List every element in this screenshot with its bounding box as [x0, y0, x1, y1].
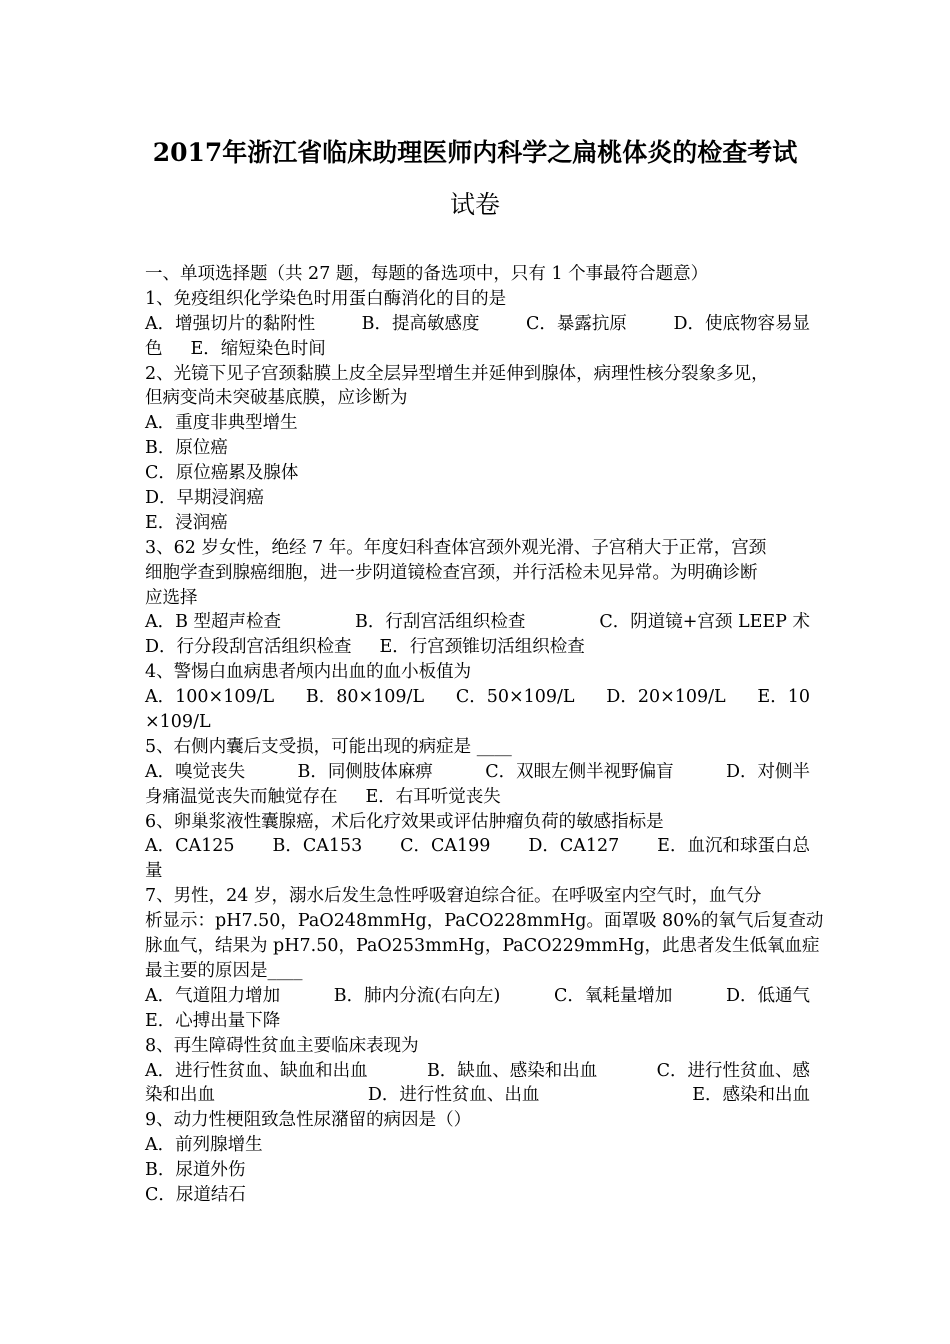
option-text: A．CA125: [145, 836, 235, 857]
question-item: [145, 536, 810, 660]
question-item: [145, 810, 810, 885]
option-text: C．氧耗量增加: [553, 985, 673, 1006]
option-text: 量: [145, 861, 163, 882]
option-text: C．阴道镜+宫颈 LEEP 术: [599, 612, 810, 633]
option-row: [145, 710, 810, 735]
question-item: [145, 362, 810, 536]
question-stem-line: 最主要的原因是____: [145, 960, 303, 981]
option-text: B．尿道外伤: [145, 1160, 246, 1181]
option-text: C．进行性贫血、感: [656, 1060, 810, 1081]
option-text: C．暴露抗原: [526, 313, 627, 334]
question-stem-line: 3、62 岁女性，绝经 7 年。年度妇科查体宫颈外观光滑、子宫稍大于正常，宫颈: [145, 537, 767, 558]
document-title-line-1: 2017年浙江省临床助理医师内科学之扁桃体炎的检查考试: [152, 138, 798, 167]
question-stem-line: 析显示：pH7.50，PaO248mmHg，PaCO228mmHg。面罩吸 80%的氧气后复查动: [145, 911, 824, 932]
option-text: D．对侧半: [725, 761, 810, 782]
option-text: D．早期浸润癌: [145, 488, 265, 509]
option-text: E．浸润癌: [145, 512, 228, 533]
question-stem-line: 8、再生障碍性贫血主要临床表现为: [145, 1035, 419, 1056]
option-text: C．50×109/L: [455, 687, 575, 708]
option-row: [145, 486, 810, 511]
option-row: [145, 436, 810, 461]
option-text: C．CA199: [400, 836, 491, 857]
option-text: B．80×109/L: [305, 687, 425, 708]
option-row: [145, 984, 810, 1009]
document-body: [145, 262, 824, 1208]
option-row: [145, 685, 810, 710]
option-row: [145, 785, 810, 810]
option-row: [145, 337, 810, 362]
question-stem-line: 7、男性，24 岁，溺水后发生急性呼吸窘迫综合征。在呼吸室内空气时，血气分: [145, 886, 762, 907]
option-row: [145, 1133, 810, 1158]
option-text: B．缺血、感染和出血: [426, 1060, 598, 1081]
option-text: C．双眼左侧半视野偏盲: [485, 761, 674, 782]
question-stem-line: 5、右侧内囊后支受损，可能出现的病症是 ____: [145, 736, 512, 757]
option-text: D．进行性贫血、出血: [367, 1085, 540, 1106]
option-text: A．进行性贫血、缺血和出血: [145, 1060, 368, 1081]
question-item: [145, 660, 810, 735]
option-text: B．原位癌: [145, 438, 228, 459]
option-text: D．20×109/L: [606, 687, 726, 708]
option-text: A．重度非典型增生: [145, 413, 298, 434]
option-text: E．心搏出量下降: [145, 1010, 281, 1031]
question-list: [145, 287, 824, 1208]
option-row: [145, 461, 810, 486]
option-text: A．B 型超声检查: [145, 612, 282, 633]
option-text: D．低通气: [725, 985, 810, 1006]
option-text: B．CA153: [272, 836, 363, 857]
question-stem-line: 但病变尚未突破基底膜，应诊断为: [145, 388, 408, 409]
option-text: E．缩短染色时间: [190, 338, 326, 359]
question-item: [145, 1034, 810, 1109]
option-text: C．原位癌累及腺体: [145, 463, 299, 484]
option-row: [145, 1083, 810, 1108]
question-stem-line: 1、免疫组织化学染色时用蛋白酶消化的目的是: [145, 288, 507, 309]
option-text: D．行分段刮宫活组织检查: [145, 637, 352, 658]
question-stem-line: 应选择: [145, 587, 198, 608]
document-title-line-2: 试卷: [449, 190, 500, 219]
option-text: B．提高敏感度: [361, 313, 480, 334]
option-text: 身痛温觉丧失而触觉存在: [145, 786, 338, 807]
section-header: 一、单项选择题（共 27 题，每题的备选项中，只有 1 个事最符合题意）: [145, 264, 709, 284]
option-text: A．嗅觉丧失: [145, 761, 246, 782]
question-stem-line: 6、卵巢浆液性囊腺癌，术后化疗效果或评估肿瘤负荷的敏感指标是: [145, 811, 664, 832]
question-stem-line: 4、警惕白血病患者颅内出血的血小板值为: [145, 662, 472, 683]
option-row: [145, 635, 810, 660]
option-row: [145, 859, 810, 884]
option-text: A．气道阻力增加: [145, 985, 281, 1006]
option-row: [145, 1183, 810, 1208]
option-text: ×109/L: [145, 712, 211, 733]
option-row: [145, 760, 810, 785]
option-text: B．行刮宫活组织检查: [355, 612, 526, 633]
option-row: [145, 1059, 810, 1084]
question-item: [145, 1108, 810, 1208]
option-text: E．10: [757, 687, 810, 708]
option-row: [145, 511, 810, 536]
option-text: 色: [145, 338, 163, 359]
question-stem-line: 脉血气，结果为 pH7.50，PaO253mmHg，PaCO229mmHg，此患者发生低氧血症: [145, 936, 820, 957]
option-row: [145, 312, 810, 337]
option-text: 染和出血: [145, 1085, 215, 1106]
option-text: D．使底物容易显: [673, 313, 810, 334]
option-text: B．肺内分流(右向左): [333, 985, 501, 1006]
question-stem-line: 2、光镜下见子宫颈黏膜上皮全层异型增生并延伸到腺体，病理性核分裂象多见，: [145, 363, 769, 384]
option-text: B．同侧肢体麻痹: [297, 761, 433, 782]
option-row: [145, 834, 810, 859]
option-row: [145, 1158, 810, 1183]
question-item: [145, 287, 810, 362]
option-row: [145, 411, 810, 436]
question-stem-line: 9、动力性梗阻致急性尿潴留的病因是（）: [145, 1110, 472, 1131]
option-text: E．右耳听觉丧失: [365, 786, 501, 807]
question-stem-line: 细胞学查到腺癌细胞，进一步阴道镜检查宫颈，并行活检未见异常。为明确诊断: [145, 562, 758, 583]
option-text: A．前列腺增生: [145, 1135, 263, 1156]
option-row: [145, 1009, 810, 1034]
option-text: A．100×109/L: [145, 687, 275, 708]
option-text: D．CA127: [528, 836, 620, 857]
option-text: C．尿道结石: [145, 1184, 246, 1205]
question-item: [145, 735, 810, 810]
option-text: E．行宫颈锥切活组织检查: [379, 637, 585, 658]
option-text: A．增强切片的黏附性: [145, 313, 316, 334]
option-text: E．血沉和球蛋白总: [657, 836, 810, 857]
option-text: E．感染和出血: [692, 1085, 810, 1106]
option-row: [145, 610, 810, 635]
question-item: [145, 884, 824, 1033]
